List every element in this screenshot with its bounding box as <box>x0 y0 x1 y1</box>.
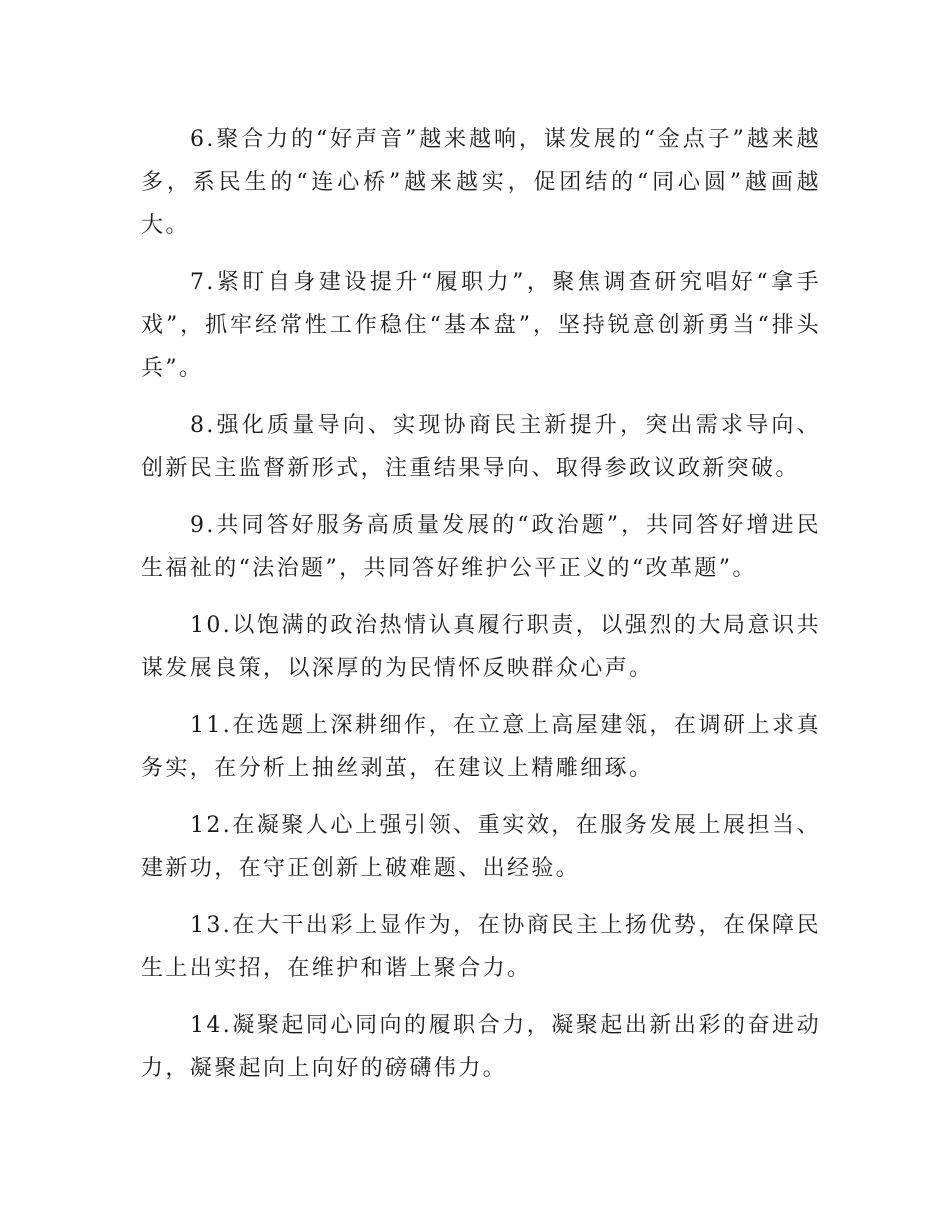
paragraph-7: 7.紧盯自身建设提升“履职力”，聚焦调查研究唱好“拿手戏”，抓牢经常性工作稳住“基本盘”，坚持锐意创新勇当“排头兵”。 <box>141 270 821 381</box>
paragraph-11: 11.在选题上深耕细作，在立意上高屋建瓴，在调研上求真务实，在分析上抽丝剥茧，在建议上精雕细琢。 <box>141 713 821 781</box>
paragraph-9: 9.共同答好服务高质量发展的“政治题”，共同答好增进民生福祉的“法治题”，共同答好维护公平正义的“改革题”。 <box>141 513 821 581</box>
document-body <box>141 118 821 1104</box>
paragraph-12: 12.在凝聚人心上强引领、重实效，在服务发展上展担当、建新功，在守正创新上破难题、出经验。 <box>141 813 821 881</box>
paragraph-14: 14.凝聚起同心同向的履职合力，凝聚起出新出彩的奋进动力，凝聚起向上向好的磅礴伟力。 <box>141 1013 821 1081</box>
paragraph-8: 8.强化质量导向、实现协商民主新提升，突出需求导向、创新民主监督新形式，注重结果导向、取得参政议政新突破。 <box>141 413 821 481</box>
paragraph-10: 10.以饱满的政治热情认真履行职责，以强烈的大局意识共谋发展良策，以深厚的为民情怀反映群众心声。 <box>141 613 821 681</box>
paragraph-13: 13.在大干出彩上显作为，在协商民主上扬优势，在保障民生上出实招，在维护和谐上聚合力。 <box>141 913 821 981</box>
paragraph-6: 6.聚合力的“好声音”越来越响，谋发展的“金点子”越来越多，系民生的“连心桥”越来越实，促团结的“同心圆”越画越大。 <box>141 127 821 238</box>
